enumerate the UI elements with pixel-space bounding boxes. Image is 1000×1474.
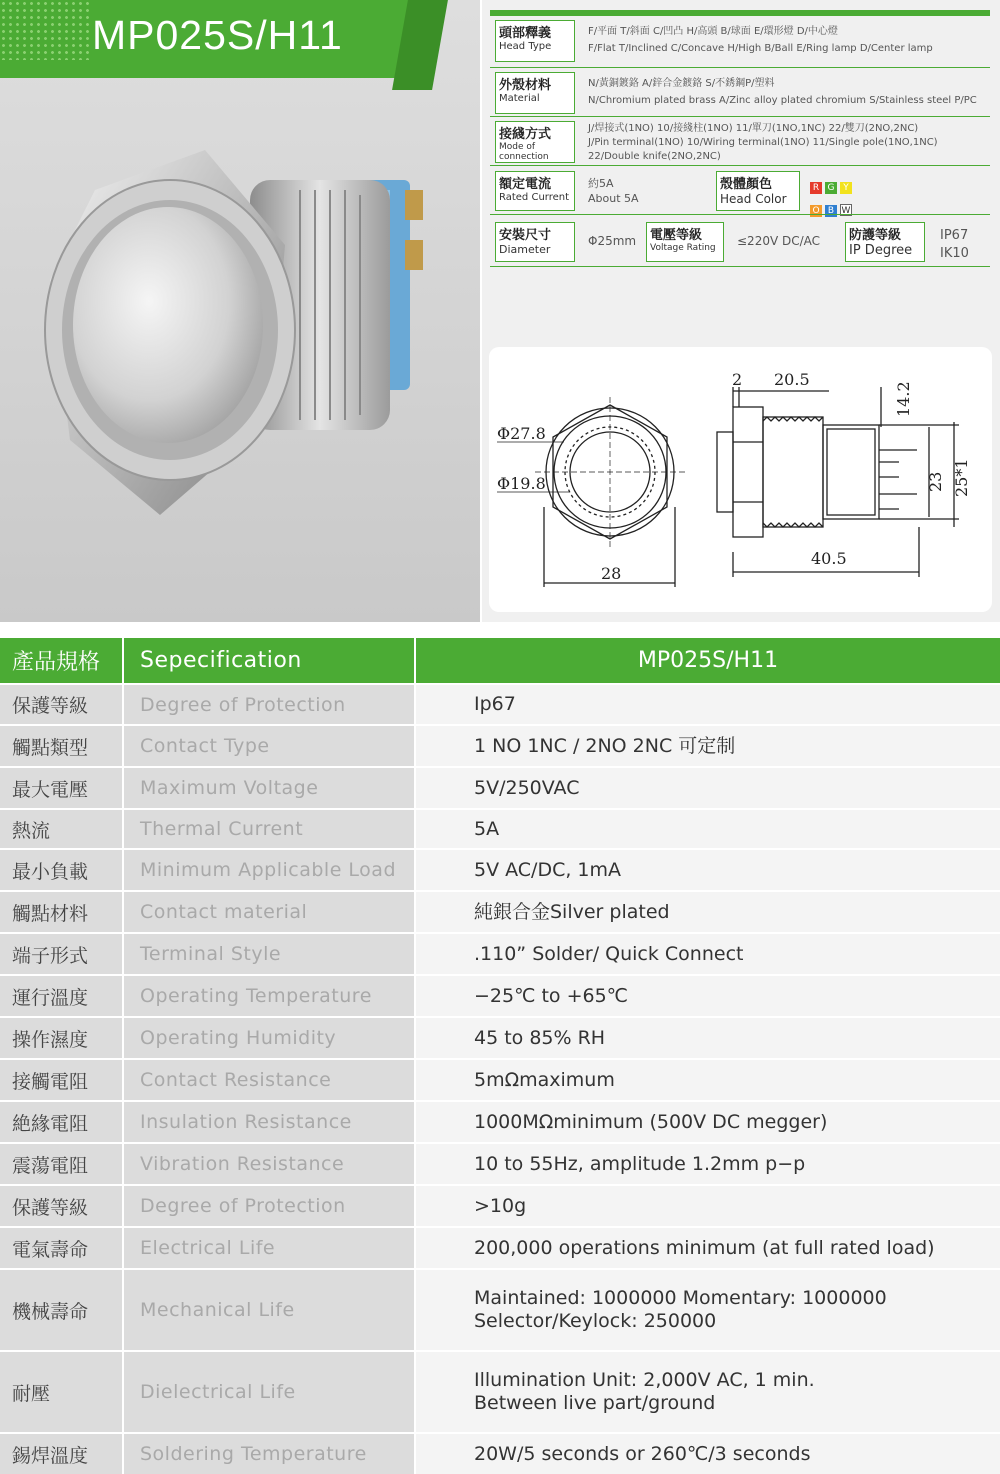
ip-label-en: IP Degree: [849, 243, 913, 258]
table-row: [0, 1352, 1000, 1432]
connection-box: [495, 121, 575, 163]
dim-inner-diameter: Φ19.8: [497, 474, 546, 493]
table-row: [0, 1270, 1000, 1350]
material-box: [495, 72, 575, 114]
header-en: Sepecification: [124, 638, 416, 683]
table-row: [0, 726, 1000, 766]
table-row: [0, 1018, 1000, 1058]
spec-divider: [490, 67, 990, 68]
voltage-label-cn: 電壓等級: [650, 228, 703, 243]
row-label-en: Operating Temperature: [124, 976, 416, 1016]
rated-current-label-en: Rated Current: [499, 192, 570, 203]
row-value: Illumination Unit: 2,000V AC, 1 min. Between live part/ground: [416, 1352, 1000, 1432]
row-value: 1000MΩminimum (500V DC megger): [416, 1102, 1000, 1142]
row-label-cn: 保護等級: [0, 685, 124, 724]
dim-body-height: 14.2: [894, 381, 913, 417]
table-row: [0, 1060, 1000, 1100]
table-row: [0, 1228, 1000, 1268]
connection-options-cn: J/焊接式(1NO) 10/接綫柱(1NO) 11/單刀(1NO,1NC) 22/雙刀(2NO,2NC): [588, 123, 919, 134]
header-cn: 產品規格: [0, 638, 124, 683]
product-header-section: [0, 0, 1000, 622]
diameter-label-en: Diameter: [499, 243, 551, 256]
row-value: 5mΩmaximum: [416, 1060, 1000, 1100]
row-value: Ip67: [416, 685, 1000, 724]
table-row: [0, 810, 1000, 848]
header-model: MP025S/H11: [416, 638, 1000, 683]
dim-thread-spec: 25*1: [952, 458, 971, 497]
row-label-cn: 最大電壓: [0, 768, 124, 808]
head-type-options-cn: F/平面 T/斜面 C/凹凸 H/高頭 B/球面 E/環形燈 D/中心燈: [588, 26, 838, 37]
row-label-en: Minimum Applicable Load: [124, 850, 416, 890]
product-title: MP025S/H11: [92, 12, 343, 58]
row-label-cn: 接觸電阻: [0, 1060, 124, 1100]
connection-options-en2: 22/Double knife(2NO,2NC): [588, 151, 721, 162]
row-value: 10 to 55Hz, amplitude 1.2mm p−p: [416, 1144, 1000, 1184]
color-swatch-w: W: [841, 206, 851, 216]
row-value: −25℃ to +65℃: [416, 976, 1000, 1016]
row-label-cn: 電氣壽命: [0, 1228, 124, 1268]
row-label-cn: 保護等級: [0, 1186, 124, 1226]
title-dot-pattern: [0, 0, 90, 60]
row-label-cn: 耐壓: [0, 1352, 124, 1432]
row-value: 1 NO 1NC / 2NO 2NC 可定制: [416, 726, 1000, 766]
row-label-cn: 錫焊溫度: [0, 1434, 124, 1474]
ip-value-2: IK10: [940, 246, 969, 261]
connection-label-en1: Mode of: [499, 142, 536, 152]
row-label-cn: 熱流: [0, 810, 124, 848]
table-row: [0, 1102, 1000, 1142]
row-value: Maintained: 1000000 Momentary: 1000000 Selector/Keylock: 250000: [416, 1270, 1000, 1350]
row-label-en: Insulation Resistance: [124, 1102, 416, 1142]
color-swatch-o: O: [810, 205, 822, 217]
voltage-label-en: Voltage Rating: [650, 243, 716, 253]
material-label-en: Material: [499, 93, 540, 104]
rated-current-box: [495, 171, 575, 211]
row-value: 純銀合金Silver plated: [416, 892, 1000, 932]
dim-flange: 2: [732, 370, 743, 389]
specification-table: [0, 638, 1000, 1467]
dimension-drawing: [489, 347, 992, 612]
row-label-en: Terminal Style: [124, 934, 416, 974]
row-label-cn: 觸點材料: [0, 892, 124, 932]
dimension-drawing-svg: [489, 347, 992, 612]
row-label-en: Degree of Protection: [124, 1186, 416, 1226]
spec-divider: [490, 165, 990, 166]
ip-box: [845, 222, 925, 262]
dim-total-length: 40.5: [811, 549, 847, 568]
table-row: [0, 850, 1000, 890]
row-label-cn: 震蕩電阻: [0, 1144, 124, 1184]
row-label-en: Mechanical Life: [124, 1270, 416, 1350]
row-label-cn: 運行溫度: [0, 976, 124, 1016]
ip-value-1: IP67: [940, 228, 969, 243]
row-label-en: Soldering Temperature: [124, 1434, 416, 1474]
spec-divider: [490, 116, 990, 117]
row-label-en: Contact material: [124, 892, 416, 932]
voltage-value: ≤220V DC/AC: [737, 234, 821, 248]
row-label-en: Electrical Life: [124, 1228, 416, 1268]
head-type-box: [495, 20, 575, 62]
row-value: 5A: [416, 810, 1000, 848]
head-type-options-en: F/Flat T/Inclined C/Concave H/High B/Ball E/Ring lamp D/Center lamp: [588, 43, 933, 54]
row-value: 45 to 85% RH: [416, 1018, 1000, 1058]
row-value: >10g: [416, 1186, 1000, 1226]
row-label-en: Thermal Current: [124, 810, 416, 848]
color-swatch-y: Y: [840, 182, 852, 194]
connection-label-cn: 接綫方式: [499, 127, 552, 142]
title-banner: [0, 0, 430, 78]
rated-current-value-cn: 約5A: [588, 177, 614, 190]
head-color-box: [716, 171, 800, 211]
row-value: 5V/250VAC: [416, 768, 1000, 808]
dim-thread-length: 20.5: [774, 370, 810, 389]
diameter-box: [495, 222, 575, 262]
table-row: [0, 768, 1000, 808]
table-row: [0, 1186, 1000, 1226]
color-swatch-r: R: [810, 182, 822, 194]
row-label-cn: 操作濕度: [0, 1018, 124, 1058]
color-swatch-b: B: [825, 205, 837, 217]
rated-current-label-cn: 額定電流: [499, 177, 552, 192]
row-label-en: Contact Type: [124, 726, 416, 766]
row-label-cn: 端子形式: [0, 934, 124, 974]
table-header-row: [0, 638, 1000, 683]
table-row: [0, 685, 1000, 724]
table-row: [0, 892, 1000, 932]
row-value: 200,000 operations minimum (at full rated load): [416, 1228, 1000, 1268]
connection-options-en: J/Pin terminal(1NO) 10/Wiring terminal(1NO) 11/Single pole(1NO,1NC): [588, 137, 938, 148]
row-label-cn: 觸點類型: [0, 726, 124, 766]
row-label-en: Dielectrical Life: [124, 1352, 416, 1432]
spec-divider: [490, 266, 990, 267]
row-label-cn: 機械壽命: [0, 1270, 124, 1350]
row-label-en: Maximum Voltage: [124, 768, 416, 808]
head-type-label-en: Head Type: [499, 41, 552, 52]
row-label-en: Contact Resistance: [124, 1060, 416, 1100]
spec-divider: [490, 214, 990, 215]
row-label-en: Vibration Resistance: [124, 1144, 416, 1184]
diameter-value: Φ25mm: [588, 234, 637, 248]
head-type-label-cn: 頭部釋義: [499, 26, 552, 41]
rated-current-value-en: About 5A: [588, 192, 639, 205]
spec-panel-top-bar: [490, 10, 990, 16]
table-row: [0, 934, 1000, 974]
material-label-cn: 外殼材料: [499, 78, 552, 93]
push-button-switch-image: [0, 0, 480, 622]
row-value: 5V AC/DC, 1mA: [416, 850, 1000, 890]
table-row: [0, 1144, 1000, 1184]
row-value: .110” Solder/ Quick Connect: [416, 934, 1000, 974]
voltage-box: [646, 222, 724, 262]
connection-label-en2: connection: [499, 152, 549, 162]
head-color-label-en: Head Color: [720, 192, 787, 206]
table-row: [0, 1434, 1000, 1474]
row-label-en: Degree of Protection: [124, 685, 416, 724]
row-label-cn: 最小負載: [0, 850, 124, 890]
dim-width: 28: [601, 564, 622, 583]
color-swatch-g: G: [825, 182, 837, 194]
ip-label-cn: 防護等級: [849, 228, 902, 243]
table-row: [0, 976, 1000, 1016]
row-value: 20W/5 seconds or 260℃/3 seconds: [416, 1434, 1000, 1474]
dim-outer-diameter: Φ27.8: [497, 424, 546, 443]
material-options-en: N/Chromium plated brass A/Zinc alloy plated chromium S/Stainless steel P/PC: [588, 95, 977, 106]
row-label-en: Operating Humidity: [124, 1018, 416, 1058]
diameter-label-cn: 安裝尺寸: [499, 228, 552, 243]
head-color-swatches: [810, 175, 880, 217]
product-photo: [0, 0, 480, 622]
material-options-cn: N/黃銅鍍鉻 A/鋅合金鍍鉻 S/不銹鋼P/塑料: [588, 78, 775, 89]
head-color-label-cn: 殼體顏色: [720, 177, 773, 192]
row-label-cn: 絶緣電阻: [0, 1102, 124, 1142]
dim-terminal-span: 23: [926, 471, 945, 492]
